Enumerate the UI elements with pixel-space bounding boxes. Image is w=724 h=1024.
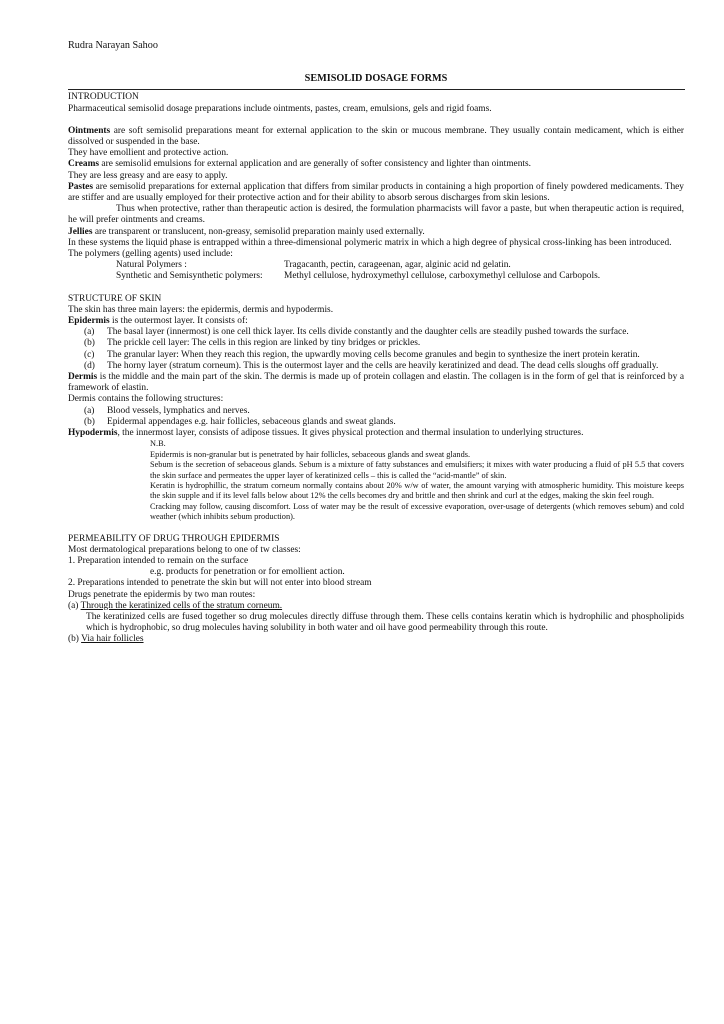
synthetic-polymers-label: Synthetic and Semisynthetic polymers: xyxy=(116,271,263,282)
epidermis-layers-list xyxy=(68,327,684,372)
pastes-note: Thus when protective, rather than therapeutic action is desired, the formulation pharmacists will favor a paste, but when therapeutic action is required, he will prefer ointments and creams. xyxy=(68,204,684,226)
epidermis-paragraph: Epidermis is the outermost layer. It consists of: xyxy=(68,316,248,327)
class-1-example: e.g. products for penetration or for emollient action. xyxy=(150,567,345,578)
skin-intro: The skin has three main layers: the epidermis, dermis and hypodermis. xyxy=(68,304,334,315)
creams-paragraph: Creams are semisolid emulsions for external application and are generally of softer consistency and lighter than ointments. xyxy=(68,159,531,170)
term-dermis: Dermis xyxy=(68,372,98,383)
synthetic-polymers-row xyxy=(68,271,684,282)
term-ointments: Ointments xyxy=(68,125,111,136)
document-title: SEMISOLID DOSAGE FORMS xyxy=(304,73,448,85)
list-item: (a) The basal layer (innermost) is one cell thick layer. Its cells divide constantly and the daughter cells are steadily pushed towards the surface. xyxy=(84,327,629,338)
author-name: Rudra Narayan Sahoo xyxy=(68,40,158,51)
permeability-intro: Most dermatological preparations belong to one of tw classes: xyxy=(68,544,301,555)
natural-polymers-value: Tragacanth, pectin, carageenan, agar, alginic acid nd gelatin. xyxy=(284,260,511,271)
ointments-note: They have emollient and protective action. xyxy=(68,148,229,159)
dermis-contains: Dermis contains the following structures: xyxy=(68,394,224,405)
intro-paragraph: Pharmaceutical semisolid dosage preparations include ointments, pastes, cream, emulsions, gels and rigid foams. xyxy=(68,103,492,114)
jellies-paragraph: Jellies are transparent or translucent, non-greasy, semisolid preparation mainly used externally. xyxy=(68,226,425,237)
list-item: (b) The prickle cell layer: The cells in this region are linked by tiny bridges or prickles. xyxy=(84,338,421,349)
nb-line: Cracking may follow, causing discomfort. Loss of water may be the result of excessive evaporation, over-usage of detergents (which removes sebum) and cold weather (which inhibits sebum production). xyxy=(150,501,684,522)
dermis-structures-list xyxy=(68,406,684,428)
section-heading-permeability: PERMEABILITY OF DRUG THROUGH EPIDERMIS xyxy=(68,533,280,544)
nb-line: Sebum is the secretion of sebaceous glands. Sebum is a mixture of fatty substances and emulsifiers; it mixes with water producing a fluid of pH 5.5 that covers the skin surface and permeates the upper layer of keratinized cells – this is called the “acid-mantle” of skin. xyxy=(150,460,684,480)
route-a-heading: (a) Through the keratinized cells of the stratum corneum. xyxy=(68,600,283,611)
ointments-paragraph: Ointments are soft semisolid preparations meant for external application to the skin or mucous membrane. They usually contain medicament, which is either dissolved or suspended in the base. xyxy=(68,125,684,148)
term-jellies: Jellies xyxy=(68,226,93,237)
nb-note-block xyxy=(68,439,684,522)
section-heading-introduction: INTRODUCTION xyxy=(68,92,139,103)
creams-note: They are less greasy and are easy to apply. xyxy=(68,170,228,181)
class-2: 2. Preparations intended to penetrate the skin but will not enter into blood stream xyxy=(68,578,372,589)
class-1: 1. Preparation intended to remain on the surface xyxy=(68,555,249,566)
route-a-title: Through the keratinized cells of the stratum corneum. xyxy=(80,600,283,611)
hypodermis-paragraph: Hypodermis, the innermost layer, consists of adipose tissues. It gives physical protection and thermal insulation to underlying structures. xyxy=(68,428,584,439)
pastes-paragraph: Pastes are semisolid preparations for external application that differs from similar products in containing a high proportion of finely powdered medicaments. They are stiffer and are usually employed for their protective action and for their ability to absorb serous discharges from skin lesions. xyxy=(68,181,684,204)
term-hypodermis: Hypodermis xyxy=(68,428,118,439)
term-pastes: Pastes xyxy=(68,181,93,192)
natural-polymers-label: Natural Polymers : xyxy=(116,260,187,271)
nb-line: Epidermis is non-granular but is penetrated by hair follicles, sebaceous glands and sweat glands. xyxy=(150,449,471,459)
term-epidermis: Epidermis xyxy=(68,316,110,327)
term-creams: Creams xyxy=(68,159,100,170)
polymers-intro: The polymers (gelling agents) used include: xyxy=(68,249,233,260)
section-heading-skin: STRUCTURE OF SKIN xyxy=(68,293,162,304)
route-b-title: Via hair follicles xyxy=(81,634,144,645)
routes-intro: Drugs penetrate the epidermis by two man routes: xyxy=(68,589,256,600)
nb-line: Keratin is hydrophillic, the stratum corneum normally contains about 20% w/w of water, the amount varying with atmospheric humidity. This moisture keeps the skin supple and if its level falls below about 12% the cells becomes dry and brittle and then shrink and curl at the edges, making the skin feel rough. xyxy=(150,480,684,501)
nb-title: N.B. xyxy=(150,439,166,449)
list-item: (b) Epidermal appendages e.g. hair follicles, sebaceous glands and sweat glands. xyxy=(84,416,396,427)
route-a-text: The keratinized cells are fused together so drug molecules directly diffuse through them. These cells contains keratin which is hydrophilic and phospholipids which is hydrophobic, so drug molecules having solubility in both water and oil have good permeability through this route. xyxy=(86,611,684,634)
jellies-note: In these systems the liquid phase is entrapped within a three-dimensional polymeric matrix in which a high degree of physical cross-linking has been introduced. xyxy=(68,237,672,248)
list-item: (d) The horny layer (stratum corneum). This is the outermost layer and the cells are heavily keratinized and dead. The dead cells sloughs off gradually. xyxy=(84,360,659,371)
synthetic-polymers-value: Methyl cellulose, hydroxymethyl cellulose, carboxymethyl cellulose and Carbopols. xyxy=(284,271,601,282)
dermis-paragraph: Dermis is the middle and the main part of the skin. The dermis is made up of protein collagen and elastin. The collagen is in the form of gel that is reinforced by a framework of elastin. xyxy=(68,372,684,394)
title-divider xyxy=(68,89,685,90)
natural-polymers-row xyxy=(68,260,684,271)
list-item: (a) Blood vessels, lymphatics and nerves. xyxy=(84,405,250,416)
route-b-heading: (b) Via hair follicles xyxy=(68,634,144,645)
list-item: (c) The granular layer: When they reach this region, the upwardly moving cells become granules and begin to synthesize the inert protein keratin. xyxy=(84,349,640,360)
